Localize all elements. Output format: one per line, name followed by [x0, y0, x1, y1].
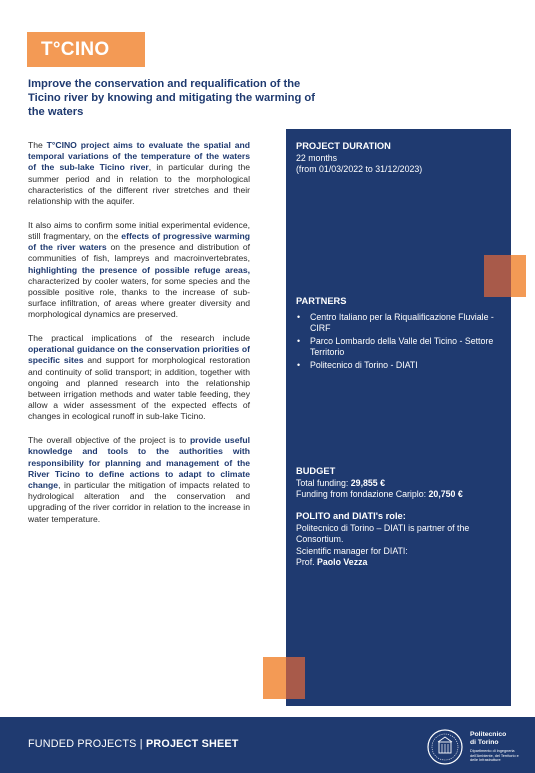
duration-range: (from 01/03/2022 to 31/12/2023): [296, 164, 423, 174]
text-run: on the presence and distribution of communities of fish, lampreys and macroinvertebrates,: [28, 242, 251, 264]
text-run: operational guidance on the conservation priorities of specific sites: [28, 344, 250, 366]
text-run: It also aims to confirm some initial experimental evidence, still fragmentary, on the: [28, 219, 250, 241]
partner-item: • Centro Italiano per la Riqualificazione Fluviale - CIRF: [296, 312, 501, 335]
budget-cariplo: [296, 489, 501, 501]
logo-department: Dipartimento di Ingegneria dell'Ambiente, del Territorio e delle Infrastrutture: [470, 749, 519, 763]
page-subtitle: Improve the conservation and requalification of the Ticino river by knowing and mitigating the warming of the waters: [28, 78, 315, 118]
partners-section: [296, 296, 501, 372]
footer-bar: [0, 717, 535, 773]
budget-title: BUDGET: [296, 466, 336, 476]
role-section: [296, 511, 501, 569]
role-title: POLITO and DIATI's role:: [296, 511, 406, 521]
role-manager-prefix: Prof.: [296, 557, 318, 567]
partners-list: [296, 312, 501, 372]
role-manager-label: Scientific manager for DIATI:: [296, 545, 408, 556]
text-run: effects of progressive warming of the river waters: [28, 230, 250, 253]
paragraph-2: [28, 220, 250, 321]
role-text: Politecnico di Torino – DIATI is partner of the Consortium.: [296, 522, 470, 544]
budget-cariplo-label: Funding from fondazione Cariplo:: [296, 489, 429, 499]
text-run: provide useful knowledge and tools to the authorities with responsibility for planning and management of the River Ticino to define actions to adapt to climate change: [28, 435, 250, 490]
polito-seal-icon: [425, 727, 465, 767]
decor-square-brown-top: [484, 255, 511, 297]
logo-name: Politecnico di Torino: [470, 731, 507, 746]
footer-label-bold: PROJECT SHEET: [145, 738, 239, 750]
budget-total-label: Total funding:: [296, 477, 351, 488]
partner-item: • Politecnico di Torino - DIATI: [296, 360, 501, 372]
partners-title: PARTNERS: [296, 296, 347, 306]
title-badge: [27, 32, 145, 67]
info-panel: [286, 129, 511, 706]
text-run: , in particular the mitigation of impacts related to hydrological alteration and the conservation and upgrading of the river corridor in relation to the increase in water temperature.: [28, 479, 250, 524]
duration-title: PROJECT DURATION: [296, 141, 391, 151]
text-run: T°CINO project aims to evaluate the spatial and temporal variations of the temperature of the waters of the sub-lake Ticino river: [28, 140, 250, 173]
text-run: , in particular during the summer period and in relation to the morphological characteristics of the different river stretches and their relationship with the aquifer.: [28, 162, 251, 207]
budget-total: [296, 478, 501, 490]
duration-months: 22 months: [296, 152, 338, 163]
role-manager-name: Paolo Vezza: [317, 557, 368, 567]
main-text: [28, 140, 250, 537]
budget-total-value: 29,855 €: [350, 477, 386, 488]
text-run: The overall objective of the project is to: [28, 435, 190, 446]
text-run: highlighting the presence of possible refuge areas,: [28, 264, 250, 275]
budget-cariplo-value: 20,750 €: [428, 489, 463, 499]
footer-label-regular: FUNDED PROJECTS |: [28, 738, 146, 750]
page-title: T°CINO: [41, 38, 110, 60]
role-manager: [296, 557, 501, 569]
text-run: The: [28, 140, 47, 150]
polito-logo: [425, 727, 525, 767]
footer-label: [28, 738, 239, 750]
decor-square-brown-bottom: [286, 657, 305, 699]
text-run: The practical implications of the research include: [28, 333, 250, 344]
partner-item: • Parco Lombardo della Valle del Ticino - Settore Territorio: [296, 336, 501, 359]
text-run: and support for morphological restoration and continuity of solid transport; in addition, together with ongoing and planned research into the relationship between irrigation methods and water table feeding, they allow a wider assessment of the expected effects of changes in ecological runoff in sub-lake Ticino.: [28, 355, 251, 422]
paragraph-4: [28, 435, 250, 525]
duration-section: [296, 141, 501, 176]
text-run: characterized by cooler waters, for some species and the possible positive role, thanks to the increase of sub-surface infiltration, of areas where greater diversity and morphological dynamics are preserved.: [28, 275, 250, 320]
paragraph-1: [28, 140, 250, 207]
budget-section: [296, 466, 501, 501]
paragraph-3: [28, 333, 250, 423]
